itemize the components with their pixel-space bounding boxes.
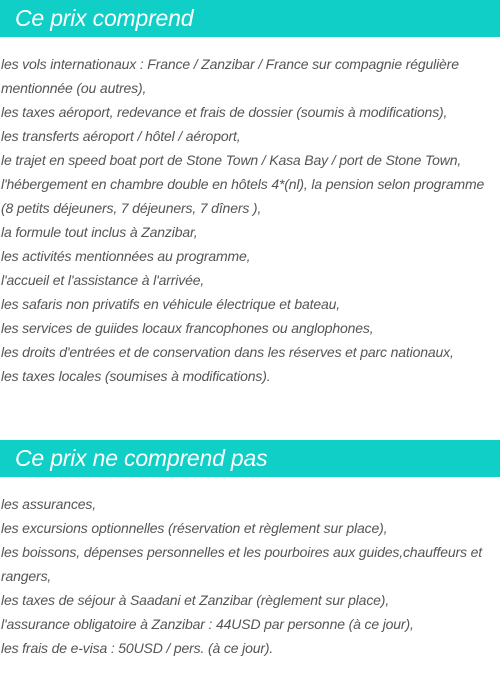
list-item: les activités mentionnées au programme, (1, 248, 251, 264)
list-item: les taxes aéroport, redevance et frais de dossier (soumis à modifications), (1, 104, 448, 120)
list-item: l'accueil et l'assistance à l'arrivée, (1, 272, 205, 288)
list-item: la formule tout inclus à Zanzibar, (1, 224, 198, 240)
list-item: les taxes de séjour à Saadani et Zanzibar (règlement sur place), (1, 592, 390, 608)
list-item: les taxes locales (soumises à modifications). (1, 368, 271, 384)
list-item: les frais de e-visa : 50USD / pers. (à ce jour). (1, 640, 274, 656)
included-section-title: Ce prix comprend (0, 0, 500, 37)
excluded-items-list (1, 492, 497, 660)
list-item: les droits d'entrées et de conservation dans les réserves et parc nationaux, (1, 344, 454, 360)
list-item: les assurances, (1, 496, 97, 512)
list-item: les boissons, dépenses personnelles et les pourboires aux guides,chauffeurs et rangers, (1, 544, 482, 584)
excluded-section-title: Ce prix ne comprend pas (0, 440, 500, 477)
list-item: les vols internationaux : France / Zanzibar / France sur compagnie régulière mentionnée (ou autres), (1, 56, 459, 96)
list-item: les safaris non privatifs en véhicule électrique et bateau, (1, 296, 341, 312)
included-items-list (1, 52, 497, 388)
list-item: l'hébergement en chambre double en hôtels 4*(nl), la pension selon programme (8 petits déjeuners, 7 déjeuners, 7 dîners ), (1, 176, 485, 216)
list-item: le trajet en speed boat port de Stone Town / Kasa Bay / port de Stone Town, (1, 152, 462, 168)
list-item: l'assurance obligatoire à Zanzibar : 44USD par personne (à ce jour), (1, 616, 414, 632)
list-item: les excursions optionnelles (réservation et règlement sur place), (1, 520, 388, 536)
list-item: les transferts aéroport / hôtel / aéroport, (1, 128, 241, 144)
list-item: les services de guiides locaux francophones ou anglophones, (1, 320, 374, 336)
